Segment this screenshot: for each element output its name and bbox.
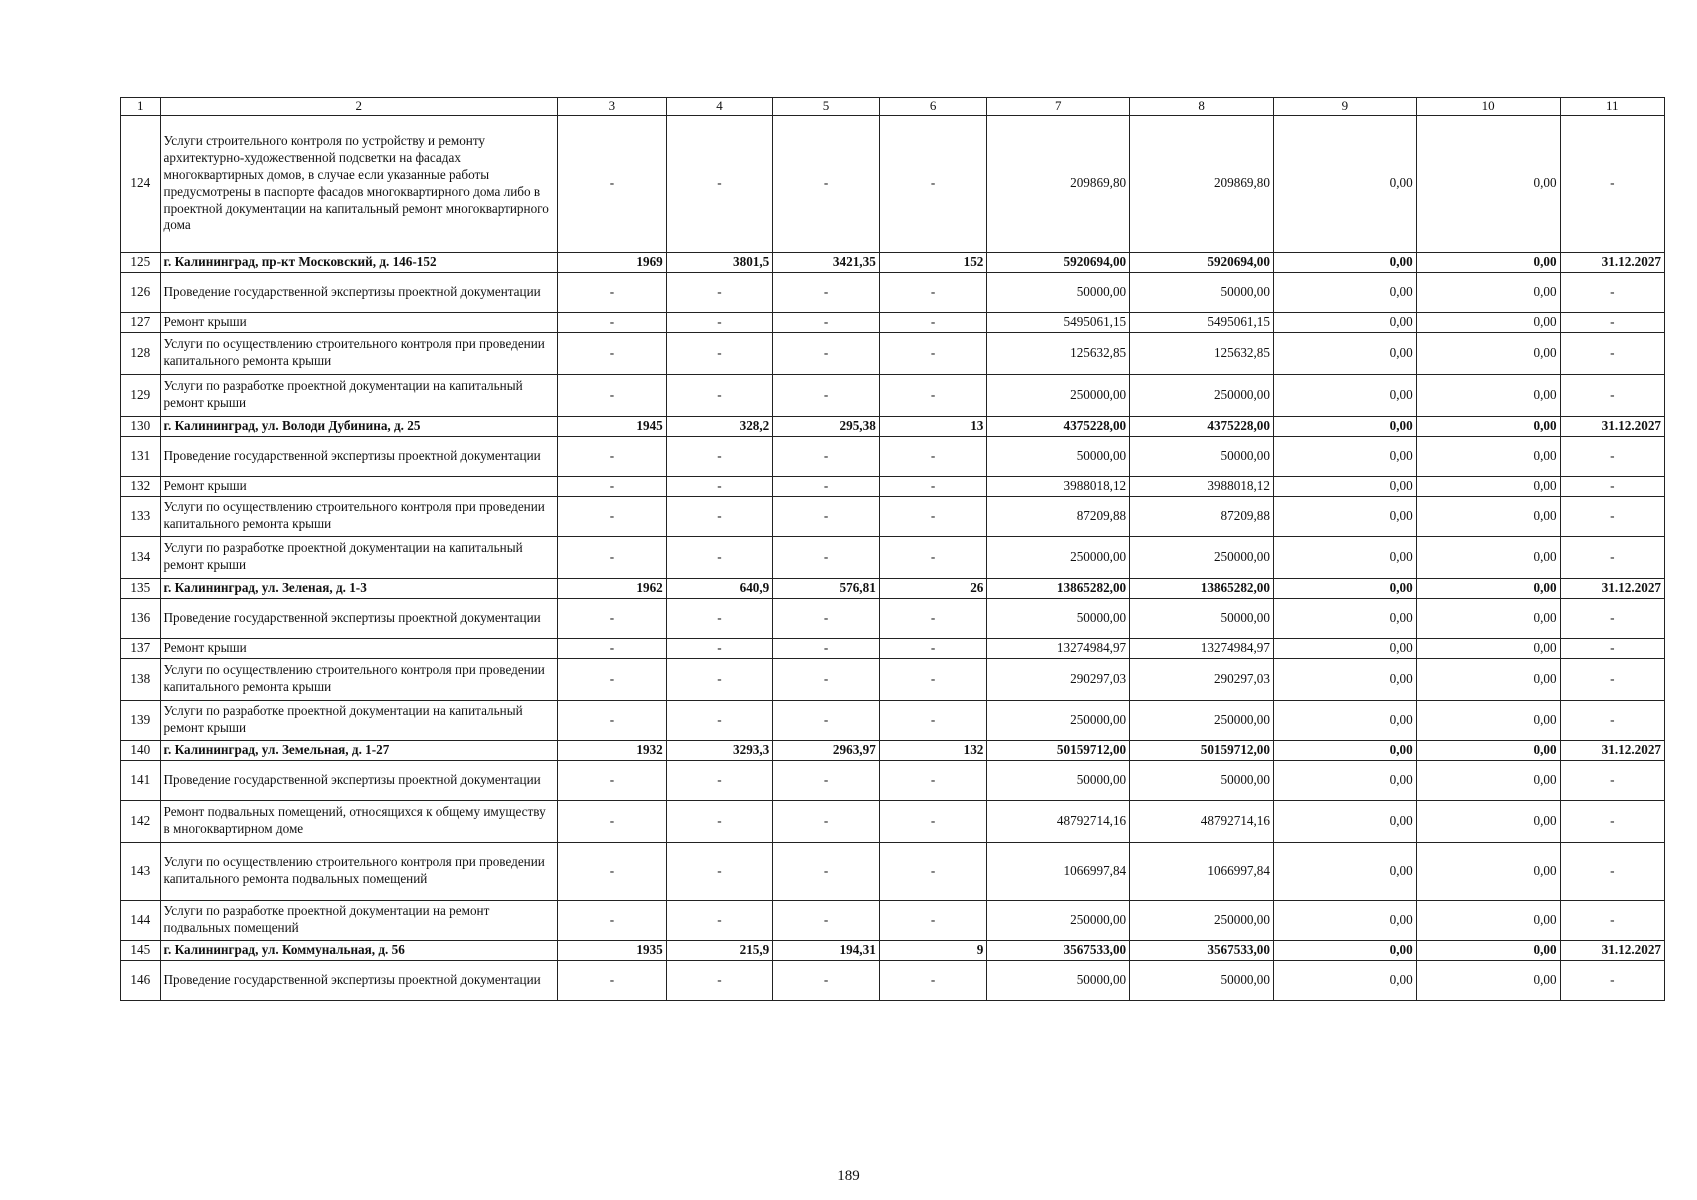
work-row [121,700,1665,740]
row-number: 141 [121,760,161,800]
total-cost-cell: 250000,00 [987,700,1130,740]
regional-fund-cell: 250000,00 [1130,900,1274,940]
budget-cell: 0,00 [1273,800,1416,842]
budget-cell: 0,00 [1273,760,1416,800]
completion-date-cell: - [1560,115,1664,252]
total-cost-cell: 125632,85 [987,332,1130,374]
year-cell: - [558,900,667,940]
work-name: Услуги по осуществлению строительного контроля при проведении капитального ремонта крыши [160,332,558,374]
total-area-cell: 3801,5 [666,252,773,272]
work-name: Услуги по осуществлению строительного контроля при проведении капитального ремонта подвальных помещений [160,842,558,900]
row-number: 126 [121,272,161,312]
total-area-cell: - [666,960,773,1000]
total-area-cell: - [666,272,773,312]
living-area-cell: - [773,760,880,800]
total-cost-cell: 87209,88 [987,496,1130,536]
living-area-cell: - [773,900,880,940]
work-schedule-table [120,97,1665,1001]
work-name: г. Калининград, ул. Коммунальная, д. 56 [160,940,558,960]
total-cost-cell: 50000,00 [987,272,1130,312]
total-area-cell: - [666,476,773,496]
owners-funds-cell: 0,00 [1416,638,1560,658]
owners-funds-cell: 0,00 [1416,332,1560,374]
row-number: 130 [121,416,161,436]
work-name: Проведение государственной экспертизы проектной документации [160,960,558,1000]
total-cost-cell: 5920694,00 [987,252,1130,272]
regional-fund-cell: 3988018,12 [1130,476,1274,496]
regional-fund-cell: 250000,00 [1130,536,1274,578]
work-name: Услуги по разработке проектной документации на ремонт подвальных помещений [160,900,558,940]
work-row [121,800,1665,842]
row-number: 143 [121,842,161,900]
completion-date-cell: - [1560,842,1664,900]
regional-fund-cell: 3567533,00 [1130,940,1274,960]
header-row [121,98,1665,116]
work-row [121,115,1665,252]
year-cell: - [558,658,667,700]
year-cell: - [558,536,667,578]
living-area-cell: - [773,312,880,332]
row-number: 133 [121,496,161,536]
owners-funds-cell: 0,00 [1416,416,1560,436]
total-cost-cell: 5495061,15 [987,312,1130,332]
budget-cell: 0,00 [1273,900,1416,940]
regional-fund-cell: 250000,00 [1130,374,1274,416]
row-number: 131 [121,436,161,476]
residents-cell: - [879,312,987,332]
owners-funds-cell: 0,00 [1416,252,1560,272]
row-number: 137 [121,638,161,658]
completion-date-cell: - [1560,496,1664,536]
total-area-cell: - [666,760,773,800]
completion-date-cell: 31.12.2027 [1560,416,1664,436]
completion-date-cell: - [1560,700,1664,740]
completion-date-cell: 31.12.2027 [1560,252,1664,272]
total-cost-cell: 3988018,12 [987,476,1130,496]
total-cost-cell: 250000,00 [987,374,1130,416]
row-number: 129 [121,374,161,416]
year-cell: 1969 [558,252,667,272]
regional-fund-cell: 50000,00 [1130,436,1274,476]
row-number: 127 [121,312,161,332]
completion-date-cell: 31.12.2027 [1560,740,1664,760]
work-name: Ремонт крыши [160,638,558,658]
year-cell: - [558,436,667,476]
total-cost-cell: 50000,00 [987,598,1130,638]
owners-funds-cell: 0,00 [1416,658,1560,700]
completion-date-cell: - [1560,476,1664,496]
total-cost-cell: 209869,80 [987,115,1130,252]
completion-date-cell: 31.12.2027 [1560,578,1664,598]
work-name: г. Калининград, пр-кт Московский, д. 146-152 [160,252,558,272]
completion-date-cell: - [1560,598,1664,638]
owners-funds-cell: 0,00 [1416,115,1560,252]
total-area-cell: - [666,842,773,900]
completion-date-cell: - [1560,536,1664,578]
total-cost-cell: 50000,00 [987,960,1130,1000]
owners-funds-cell: 0,00 [1416,496,1560,536]
total-area-cell: - [666,598,773,638]
total-area-cell: - [666,700,773,740]
regional-fund-cell: 50000,00 [1130,760,1274,800]
total-area-cell: 3293,3 [666,740,773,760]
total-area-cell: - [666,658,773,700]
regional-fund-cell: 5495061,15 [1130,312,1274,332]
regional-fund-cell: 4375228,00 [1130,416,1274,436]
total-area-cell: 215,9 [666,940,773,960]
completion-date-cell: - [1560,436,1664,476]
budget-cell: 0,00 [1273,578,1416,598]
budget-cell: 0,00 [1273,638,1416,658]
work-row [121,436,1665,476]
column-number-2: 2 [160,98,558,116]
residents-cell: - [879,700,987,740]
living-area-cell: - [773,496,880,536]
total-area-cell: - [666,115,773,252]
total-cost-cell: 1066997,84 [987,842,1130,900]
building-row [121,940,1665,960]
total-cost-cell: 50000,00 [987,760,1130,800]
year-cell: 1962 [558,578,667,598]
work-name: Услуги строительного контроля по устройству и ремонту архитектурно-художественной подсветки на фасадах многоквартирных домов, в случае если указанные работы предусмотрены в паспорте фасадов многоквартирного дома либо в проектной документации на капитальный ремонт многоквартирного дома [160,115,558,252]
owners-funds-cell: 0,00 [1416,476,1560,496]
work-name: Проведение государственной экспертизы проектной документации [160,436,558,476]
total-area-cell: 640,9 [666,578,773,598]
living-area-cell: - [773,332,880,374]
budget-cell: 0,00 [1273,536,1416,578]
residents-cell: - [879,272,987,312]
owners-funds-cell: 0,00 [1416,312,1560,332]
residents-cell: - [879,760,987,800]
residents-cell: 132 [879,740,987,760]
residents-cell: - [879,598,987,638]
work-row [121,760,1665,800]
year-cell: 1935 [558,940,667,960]
total-area-cell: - [666,900,773,940]
work-name: г. Калининград, ул. Земельная, д. 1-27 [160,740,558,760]
budget-cell: 0,00 [1273,332,1416,374]
column-number-10: 10 [1416,98,1560,116]
total-area-cell: - [666,374,773,416]
living-area-cell: - [773,700,880,740]
column-number-9: 9 [1273,98,1416,116]
work-name: Услуги по разработке проектной документации на капитальный ремонт крыши [160,700,558,740]
residents-cell: - [879,900,987,940]
row-number: 144 [121,900,161,940]
column-number-4: 4 [666,98,773,116]
residents-cell: - [879,842,987,900]
regional-fund-cell: 13274984,97 [1130,638,1274,658]
total-area-cell: 328,2 [666,416,773,436]
year-cell: - [558,332,667,374]
budget-cell: 0,00 [1273,842,1416,900]
budget-cell: 0,00 [1273,940,1416,960]
regional-fund-cell: 50000,00 [1130,960,1274,1000]
owners-funds-cell: 0,00 [1416,578,1560,598]
total-area-cell: - [666,496,773,536]
column-number-5: 5 [773,98,880,116]
budget-cell: 0,00 [1273,374,1416,416]
building-row [121,578,1665,598]
work-row [121,842,1665,900]
total-cost-cell: 13274984,97 [987,638,1130,658]
living-area-cell: 3421,35 [773,252,880,272]
work-row [121,332,1665,374]
year-cell: - [558,638,667,658]
living-area-cell: - [773,960,880,1000]
residents-cell: - [879,960,987,1000]
row-number: 134 [121,536,161,578]
total-cost-cell: 50159712,00 [987,740,1130,760]
owners-funds-cell: 0,00 [1416,760,1560,800]
total-cost-cell: 13865282,00 [987,578,1130,598]
total-cost-cell: 250000,00 [987,900,1130,940]
total-area-cell: - [666,638,773,658]
living-area-cell: 576,81 [773,578,880,598]
year-cell: - [558,374,667,416]
row-number: 135 [121,578,161,598]
living-area-cell: 295,38 [773,416,880,436]
living-area-cell: - [773,476,880,496]
year-cell: 1945 [558,416,667,436]
row-number: 138 [121,658,161,700]
owners-funds-cell: 0,00 [1416,800,1560,842]
total-cost-cell: 3567533,00 [987,940,1130,960]
regional-fund-cell: 209869,80 [1130,115,1274,252]
residents-cell: - [879,658,987,700]
residents-cell: - [879,800,987,842]
row-number: 128 [121,332,161,374]
budget-cell: 0,00 [1273,700,1416,740]
work-row [121,638,1665,658]
building-row [121,416,1665,436]
work-row [121,598,1665,638]
budget-cell: 0,00 [1273,740,1416,760]
page-number: 189 [837,1168,860,1184]
living-area-cell: - [773,842,880,900]
owners-funds-cell: 0,00 [1416,740,1560,760]
work-name: Проведение государственной экспертизы проектной документации [160,760,558,800]
living-area-cell: 2963,97 [773,740,880,760]
budget-cell: 0,00 [1273,115,1416,252]
column-number-3: 3 [558,98,667,116]
work-row [121,658,1665,700]
living-area-cell: - [773,598,880,638]
living-area-cell: - [773,658,880,700]
residents-cell: - [879,496,987,536]
work-row [121,496,1665,536]
total-cost-cell: 290297,03 [987,658,1130,700]
year-cell: 1932 [558,740,667,760]
living-area-cell: - [773,374,880,416]
residents-cell: 152 [879,252,987,272]
building-row [121,740,1665,760]
regional-fund-cell: 87209,88 [1130,496,1274,536]
completion-date-cell: - [1560,900,1664,940]
work-row [121,536,1665,578]
owners-funds-cell: 0,00 [1416,272,1560,312]
living-area-cell: - [773,436,880,476]
owners-funds-cell: 0,00 [1416,436,1560,476]
year-cell: - [558,496,667,536]
budget-cell: 0,00 [1273,496,1416,536]
completion-date-cell: - [1560,760,1664,800]
budget-cell: 0,00 [1273,658,1416,700]
column-number-1: 1 [121,98,161,116]
year-cell: - [558,700,667,740]
work-row [121,272,1665,312]
total-area-cell: - [666,536,773,578]
work-name: г. Калининград, ул. Володи Дубинина, д. 25 [160,416,558,436]
residents-cell: - [879,436,987,476]
table-header [121,98,1665,116]
residents-cell: - [879,374,987,416]
year-cell: - [558,842,667,900]
residents-cell: 26 [879,578,987,598]
work-name: Ремонт крыши [160,312,558,332]
work-row [121,900,1665,940]
year-cell: - [558,598,667,638]
residents-cell: 13 [879,416,987,436]
residents-cell: - [879,115,987,252]
owners-funds-cell: 0,00 [1416,374,1560,416]
year-cell: - [558,760,667,800]
total-area-cell: - [666,332,773,374]
work-name: Проведение государственной экспертизы проектной документации [160,272,558,312]
work-row [121,476,1665,496]
completion-date-cell: - [1560,960,1664,1000]
owners-funds-cell: 0,00 [1416,900,1560,940]
building-row [121,252,1665,272]
living-area-cell: - [773,115,880,252]
work-name: Ремонт крыши [160,476,558,496]
column-number-11: 11 [1560,98,1664,116]
row-number: 140 [121,740,161,760]
completion-date-cell: 31.12.2027 [1560,940,1664,960]
column-number-7: 7 [987,98,1130,116]
completion-date-cell: - [1560,312,1664,332]
year-cell: - [558,312,667,332]
work-name: г. Калининград, ул. Зеленая, д. 1-3 [160,578,558,598]
year-cell: - [558,476,667,496]
residents-cell: - [879,332,987,374]
row-number: 146 [121,960,161,1000]
total-area-cell: - [666,312,773,332]
living-area-cell: - [773,272,880,312]
budget-cell: 0,00 [1273,960,1416,1000]
living-area-cell: - [773,800,880,842]
regional-fund-cell: 1066997,84 [1130,842,1274,900]
residents-cell: 9 [879,940,987,960]
completion-date-cell: - [1560,272,1664,312]
budget-cell: 0,00 [1273,476,1416,496]
completion-date-cell: - [1560,332,1664,374]
total-cost-cell: 48792714,16 [987,800,1130,842]
owners-funds-cell: 0,00 [1416,960,1560,1000]
total-cost-cell: 50000,00 [987,436,1130,476]
regional-fund-cell: 50000,00 [1130,272,1274,312]
regional-fund-cell: 50000,00 [1130,598,1274,638]
total-cost-cell: 250000,00 [987,536,1130,578]
regional-fund-cell: 13865282,00 [1130,578,1274,598]
work-row [121,312,1665,332]
year-cell: - [558,272,667,312]
regional-fund-cell: 48792714,16 [1130,800,1274,842]
work-row [121,374,1665,416]
owners-funds-cell: 0,00 [1416,700,1560,740]
owners-funds-cell: 0,00 [1416,536,1560,578]
row-number: 124 [121,115,161,252]
regional-fund-cell: 125632,85 [1130,332,1274,374]
residents-cell: - [879,638,987,658]
row-number: 136 [121,598,161,638]
regional-fund-cell: 290297,03 [1130,658,1274,700]
completion-date-cell: - [1560,800,1664,842]
living-area-cell: - [773,638,880,658]
work-name: Услуги по осуществлению строительного контроля при проведении капитального ремонта крыши [160,496,558,536]
work-name: Услуги по разработке проектной документации на капитальный ремонт крыши [160,536,558,578]
residents-cell: - [879,536,987,578]
table-body [121,115,1665,1000]
completion-date-cell: - [1560,658,1664,700]
year-cell: - [558,960,667,1000]
column-number-6: 6 [879,98,987,116]
work-name: Проведение государственной экспертизы проектной документации [160,598,558,638]
budget-cell: 0,00 [1273,252,1416,272]
regional-fund-cell: 250000,00 [1130,700,1274,740]
total-area-cell: - [666,800,773,842]
living-area-cell: - [773,536,880,578]
living-area-cell: 194,31 [773,940,880,960]
total-area-cell: - [666,436,773,476]
budget-cell: 0,00 [1273,312,1416,332]
owners-funds-cell: 0,00 [1416,940,1560,960]
year-cell: - [558,800,667,842]
completion-date-cell: - [1560,638,1664,658]
year-cell: - [558,115,667,252]
regional-fund-cell: 50159712,00 [1130,740,1274,760]
completion-date-cell: - [1560,374,1664,416]
row-number: 145 [121,940,161,960]
work-name: Услуги по осуществлению строительного контроля при проведении капитального ремонта крыши [160,658,558,700]
row-number: 142 [121,800,161,842]
work-name: Ремонт подвальных помещений, относящихся к общему имуществу в многоквартирном доме [160,800,558,842]
work-row [121,960,1665,1000]
total-cost-cell: 4375228,00 [987,416,1130,436]
column-number-8: 8 [1130,98,1274,116]
row-number: 132 [121,476,161,496]
budget-cell: 0,00 [1273,598,1416,638]
owners-funds-cell: 0,00 [1416,842,1560,900]
budget-cell: 0,00 [1273,272,1416,312]
row-number: 139 [121,700,161,740]
work-name: Услуги по разработке проектной документации на капитальный ремонт крыши [160,374,558,416]
row-number: 125 [121,252,161,272]
budget-cell: 0,00 [1273,416,1416,436]
owners-funds-cell: 0,00 [1416,598,1560,638]
residents-cell: - [879,476,987,496]
budget-cell: 0,00 [1273,436,1416,476]
regional-fund-cell: 5920694,00 [1130,252,1274,272]
